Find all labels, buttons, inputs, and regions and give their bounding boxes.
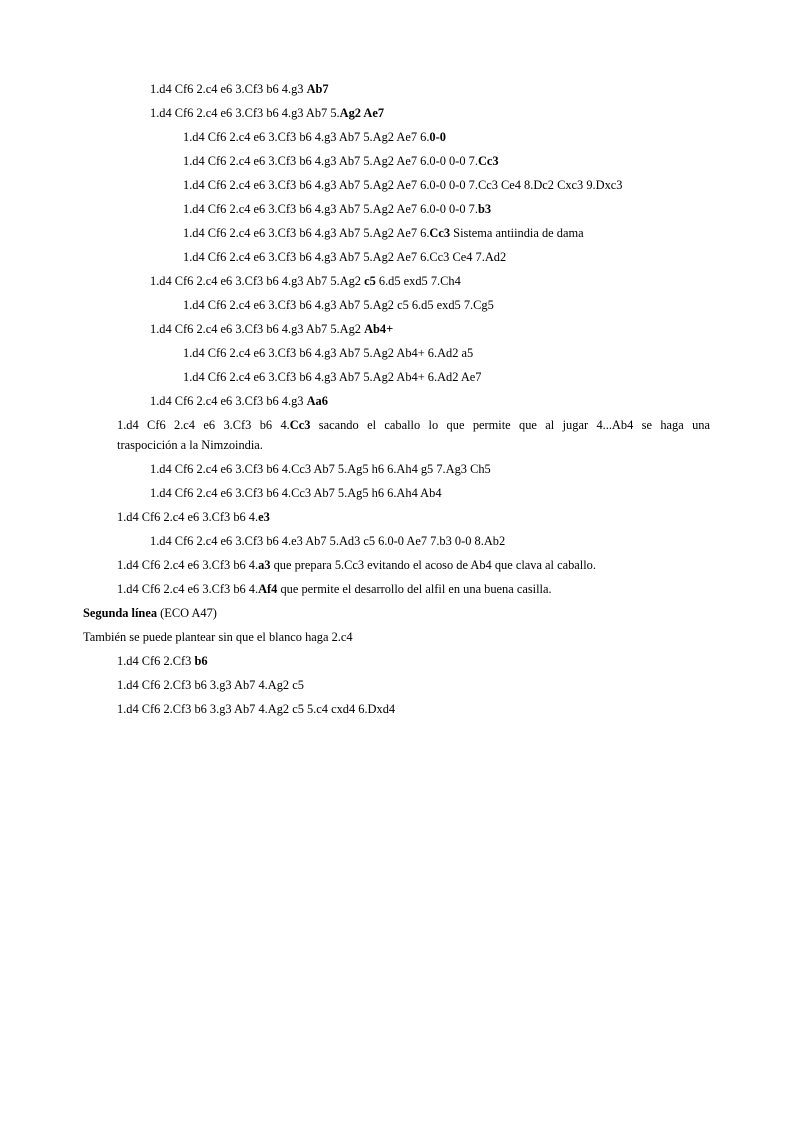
line-text: (ECO A47)	[157, 606, 217, 620]
move-line	[117, 418, 710, 433]
bold-move: Aa6	[306, 394, 328, 408]
move-line	[183, 370, 482, 385]
line-text: 1.d4 Cf6 2.c4 e6 3.Cf3 b6 4.g3	[150, 82, 307, 96]
bold-move: 0-0	[429, 130, 446, 144]
line-text: Sistema antiindia de dama	[450, 226, 584, 240]
line-text: que permite el desarrollo del alfil en una buena casilla.	[277, 582, 552, 596]
line-text: 1.d4 Cf6 2.c4 e6 3.Cf3 b6 4.g3 Ab7 5.	[150, 106, 340, 120]
move-line	[183, 178, 622, 193]
line-text: 1.d4 Cf6 2.Cf3 b6 3.g3 Ab7 4.Ag2 c5	[117, 678, 304, 692]
line-text: 1.d4 Cf6 2.c4 e6 3.Cf3 b6 4.g3 Ab7 5.Ag2 Ab4+ 6.Ad2 Ae7	[183, 370, 482, 384]
line-text: 1.d4 Cf6 2.c4 e6 3.Cf3 b6 4.	[117, 558, 259, 572]
bold-move: b3	[477, 202, 492, 216]
paragraph	[83, 630, 353, 645]
line-text: que prepara 5.Cc3 evitando el acoso de Ab4 que clava al caballo.	[270, 558, 596, 572]
line-text: 1.d4 Cf6 2.c4 e6 3.Cf3 b6 4.g3	[150, 394, 307, 408]
line-text: 1.d4 Cf6 2.c4 e6 3.Cf3 b6 4.g3 Ab7 5.Ag2 Ae7 6.Cc3 Ce4 7.Ad2	[183, 250, 507, 264]
bold-heading: Segunda línea	[83, 606, 158, 620]
line-text: 1.d4 Cf6 2.c4 e6 3.Cf3 b6 4.g3 Ab7 5.Ag2 Ae7 6.0-0 0-0 7.Cc3 Ce4 8.Dc2 Cxc3 9.Dxc3	[183, 178, 623, 192]
move-line	[117, 558, 596, 573]
move-line	[117, 678, 304, 693]
move-line	[150, 82, 329, 97]
bold-move: a3	[258, 558, 271, 572]
line-text: 6.d5 exd5 7.Ch4	[375, 274, 461, 288]
move-line	[117, 510, 270, 525]
move-line	[183, 226, 584, 241]
bold-move: Af4	[258, 582, 278, 596]
line-text: También se puede plantear sin que el blanco haga 2.c4	[83, 630, 353, 644]
line-text: 1.d4 Cf6 2.Cf3 b6 3.g3 Ab7 4.Ag2 c5 5.c4 cxd4 6.Dxd4	[117, 702, 396, 716]
move-line	[150, 534, 505, 549]
line-text: 1.d4 Cf6 2.c4 e6 3.Cf3 b6 4.g3 Ab7 5.Ag2	[150, 274, 365, 288]
line-text: 1.d4 Cf6 2.c4 e6 3.Cf3 b6 4.Cc3 Ab7 5.Ag5 h6 6.Ah4 g5 7.Ag3 Ch5	[150, 462, 491, 476]
move-line	[117, 438, 263, 453]
section-heading	[83, 606, 217, 621]
line-text: 1.d4 Cf6 2.c4 e6 3.Cf3 b6 4.g3 Ab7 5.Ag2 Ae7 6.0-0 0-0 7.	[183, 154, 478, 168]
bold-move: Ag2 Ae7	[339, 106, 385, 120]
move-line	[183, 298, 494, 313]
line-text: 1.d4 Cf6 2.c4 e6 3.Cf3 b6 4.g3 Ab7 5.Ag2	[150, 322, 365, 336]
line-text: 1.d4 Cf6 2.c4 e6 3.Cf3 b6 4.	[117, 418, 290, 432]
bold-move: c5	[364, 274, 376, 288]
bold-move: Ab4+	[364, 322, 394, 336]
line-text: 1.d4 Cf6 2.c4 e6 3.Cf3 b6 4.g3 Ab7 5.Ag2 Ab4+ 6.Ad2 a5	[183, 346, 474, 360]
bold-move: b6	[194, 654, 208, 668]
move-line	[183, 346, 473, 361]
move-line	[183, 130, 446, 145]
move-line	[150, 106, 384, 121]
bold-move: Cc3	[289, 418, 311, 432]
move-line	[183, 250, 506, 265]
line-text: sacando el caballo lo que permite que al jugar 4...Ab4 se haga una	[310, 418, 710, 432]
line-text: 1.d4 Cf6 2.c4 e6 3.Cf3 b6 4.g3 Ab7 5.Ag2 Ae7 6.0-0 0-0 7.	[183, 202, 478, 216]
move-line	[150, 274, 461, 289]
line-text: 1.d4 Cf6 2.c4 e6 3.Cf3 b6 4.	[117, 582, 259, 596]
move-line	[183, 202, 491, 217]
move-line	[183, 154, 499, 169]
move-line	[117, 654, 208, 669]
move-line	[150, 322, 393, 337]
line-text: 1.d4 Cf6 2.c4 e6 3.Cf3 b6 4.g3 Ab7 5.Ag2 c5 6.d5 exd5 7.Cg5	[183, 298, 494, 312]
bold-move: Cc3	[477, 154, 499, 168]
line-text: 1.d4 Cf6 2.c4 e6 3.Cf3 b6 4.	[117, 510, 259, 524]
line-text: traspocición a la Nimzoindia.	[117, 438, 263, 452]
bold-move: e3	[258, 510, 270, 524]
bold-move: Ab7	[306, 82, 329, 96]
line-text: 1.d4 Cf6 2.c4 e6 3.Cf3 b6 4.g3 Ab7 5.Ag2 Ae7 6.	[183, 130, 430, 144]
line-text: 1.d4 Cf6 2.c4 e6 3.Cf3 b6 4.e3 Ab7 5.Ad3 c5 6.0-0 Ae7 7.b3 0-0 8.Ab2	[150, 534, 506, 548]
line-text: 1.d4 Cf6 2.c4 e6 3.Cf3 b6 4.g3 Ab7 5.Ag2 Ae7 6.	[183, 226, 430, 240]
move-line	[150, 394, 328, 409]
move-line	[117, 582, 552, 597]
move-line	[117, 702, 395, 717]
move-line	[150, 462, 491, 477]
line-text: 1.d4 Cf6 2.c4 e6 3.Cf3 b6 4.Cc3 Ab7 5.Ag5 h6 6.Ah4 Ab4	[150, 486, 442, 500]
bold-move: Cc3	[429, 226, 451, 240]
line-text: 1.d4 Cf6 2.Cf3	[117, 654, 195, 668]
move-line	[150, 486, 442, 501]
